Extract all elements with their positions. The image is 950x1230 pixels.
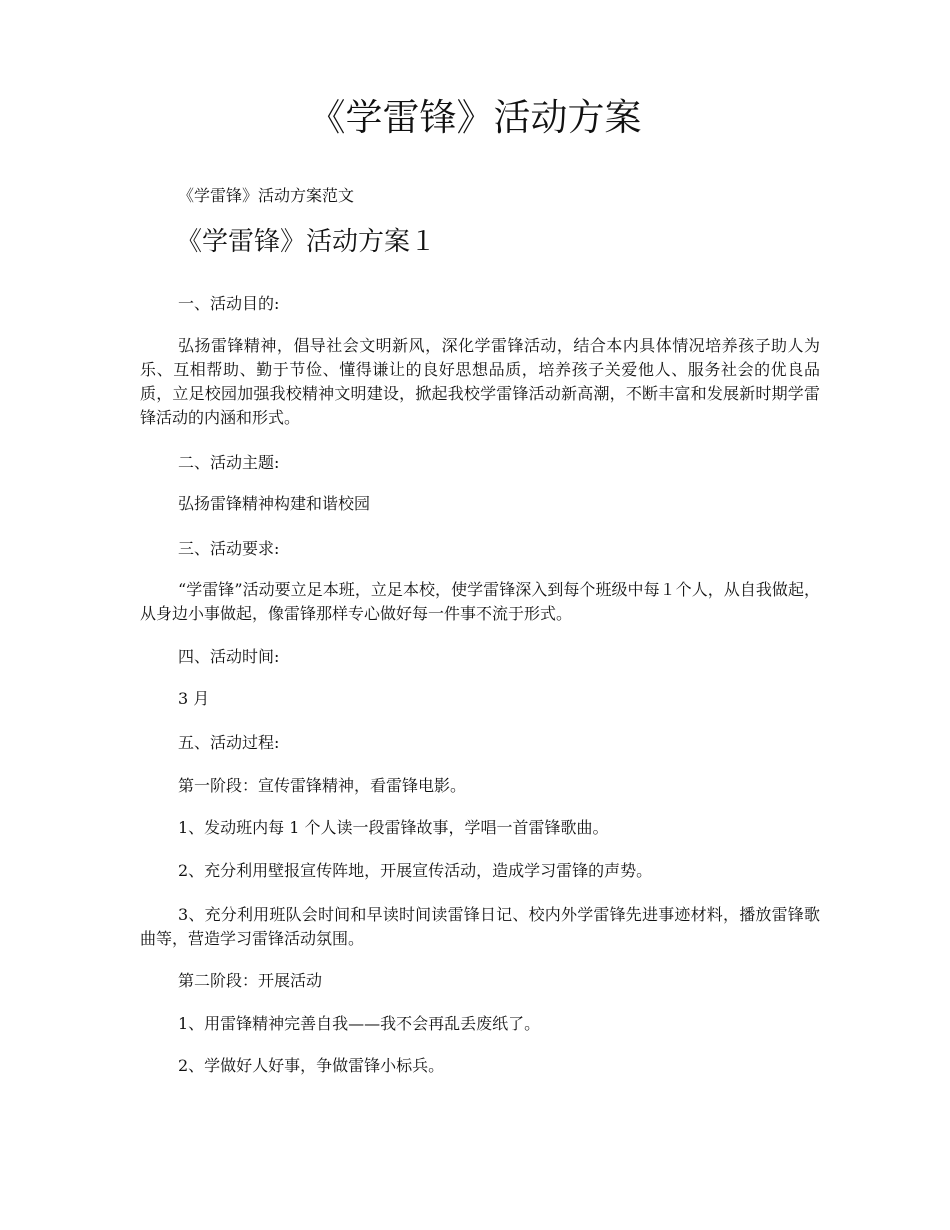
- time-heading: 四、活动时间:: [178, 647, 280, 666]
- stage1-item-2: 2、充分利用壁报宣传阵地，开展宣传活动，造成学习雷锋的声势。: [178, 861, 653, 880]
- stage2-heading: 第二阶段：开展活动: [178, 971, 323, 990]
- document-subtitle: 《学雷锋》活动方案范文: [178, 186, 355, 205]
- time-text: 3 月: [178, 689, 210, 708]
- requirements-paragraph: “学雷锋”活动要立足本班，立足本校，使学雷锋深入到每个班级中每１个人，从自我做起，从身边小事做起，像雷锋那样专心做好每一件事不流于形式。: [140, 580, 820, 623]
- stage1-heading: 第一阶段：宣传雷锋精神，看雷锋电影。: [178, 776, 467, 795]
- purpose-heading: 一、活动目的:: [178, 294, 280, 313]
- purpose-paragraph: 弘扬雷锋精神，倡导社会文明新风，深化学雷锋活动，结合本内具体情况培养孩子助人为乐、互相帮助、勤于节俭、懂得谦让的良好思想品质，培养孩子关爱他人、服务社会的优良品质，立足校园加强我校精神文明建设，掀起我校学雷锋活动新高潮，不断丰富和发展新时期学雷锋活动的内涵和形式。: [140, 336, 820, 427]
- document-title: 《学雷锋》活动方案: [308, 96, 642, 139]
- stage1-item-3: 3、充分利用班队会时间和早读时间读雷锋日记、校内外学雷锋先进事迹材料，播放雷锋歌曲等，营造学习雷锋活动氛围。: [140, 905, 820, 948]
- section-heading: 《学雷锋》活动方案１: [176, 227, 437, 257]
- stage2-item-2: 2、学做好人好事，争做雷锋小标兵。: [178, 1056, 445, 1075]
- process-heading: 五、活动过程:: [178, 733, 280, 752]
- stage2-item-1: 1、用雷锋精神完善自我——我不会再乱丢废纸了。: [178, 1014, 541, 1033]
- stage1-item-1: 1、发动班内每 1 个人读一段雷锋故事，学唱一首雷锋歌曲。: [178, 818, 609, 837]
- theme-text: 弘扬雷锋精神构建和谐校园: [178, 494, 371, 513]
- requirements-heading: 三、活动要求:: [178, 539, 280, 558]
- theme-heading: 二、活动主题:: [178, 453, 280, 472]
